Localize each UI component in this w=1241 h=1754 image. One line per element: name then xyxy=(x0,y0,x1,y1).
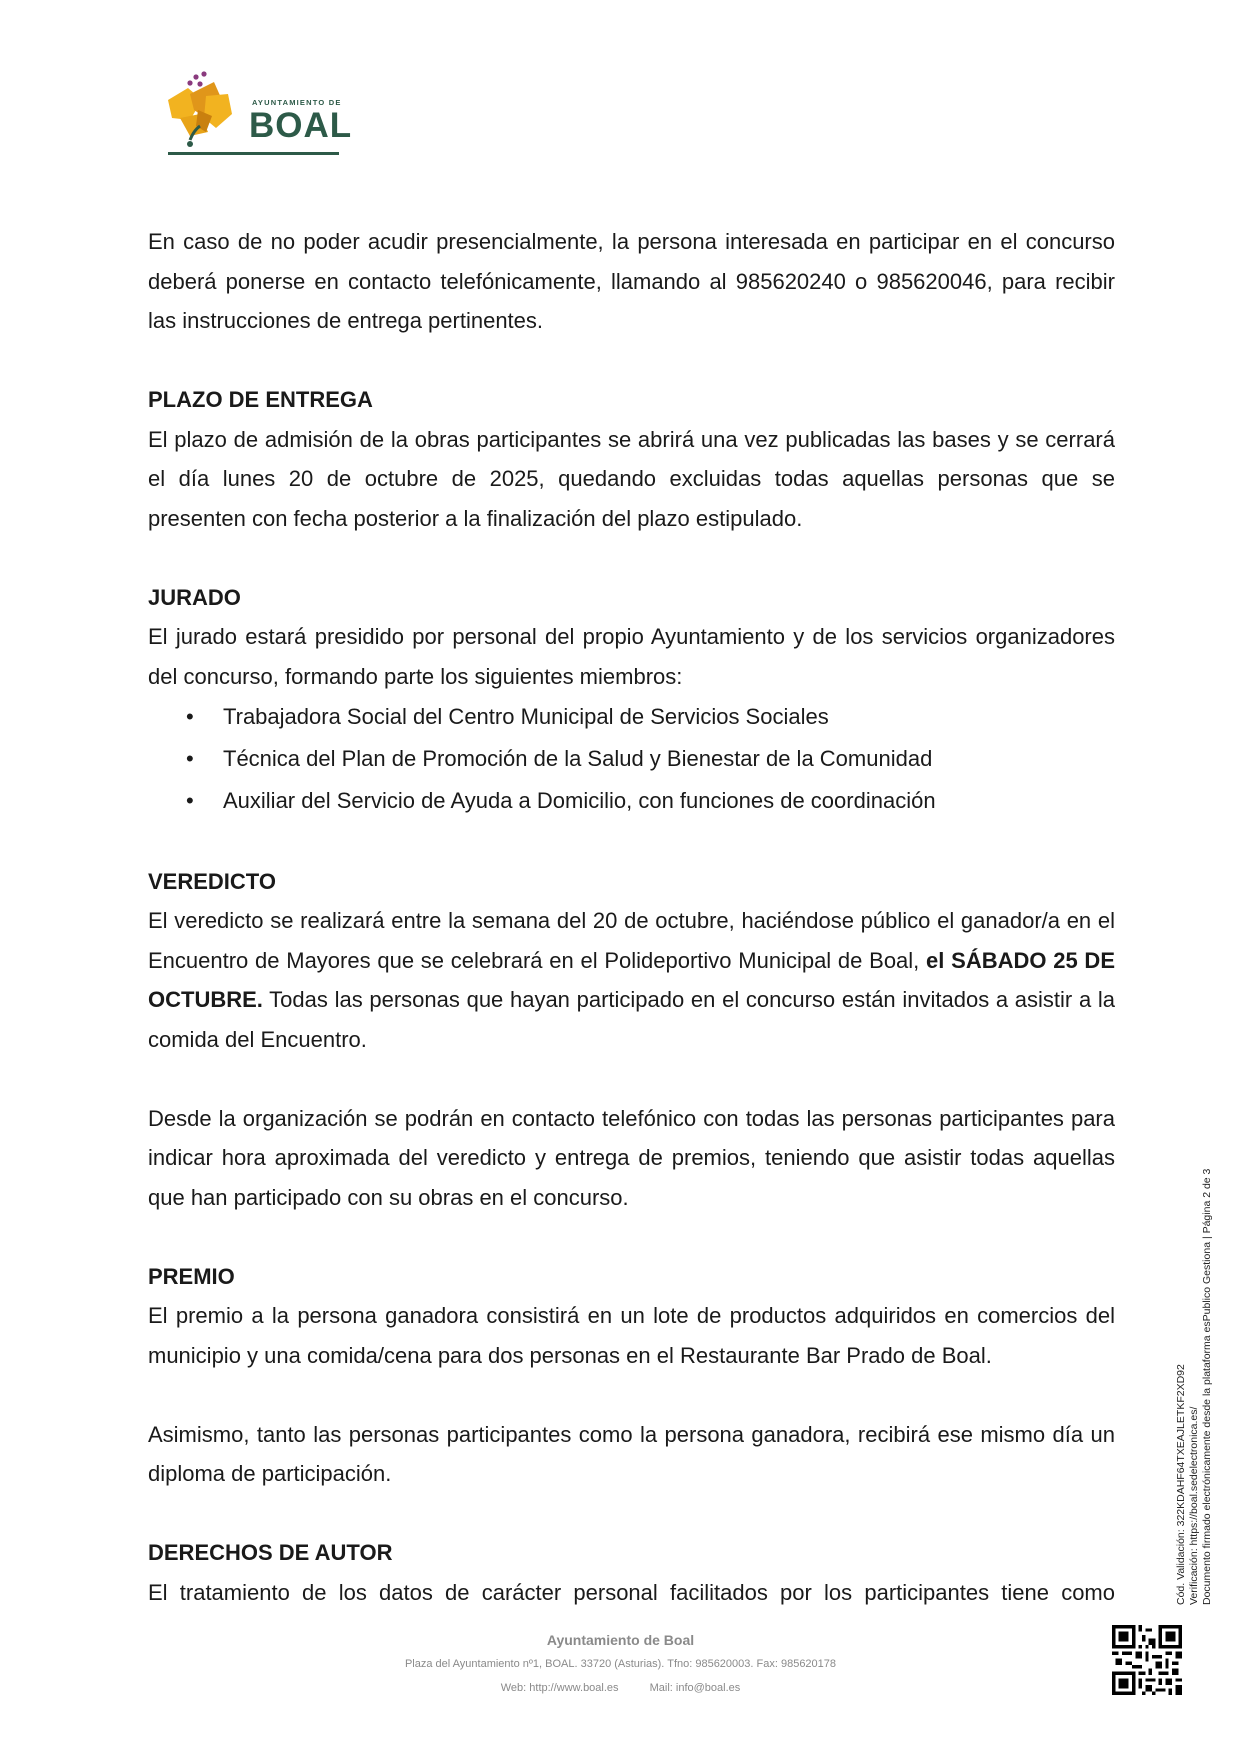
premio-paragraph: El premio a la persona ganadora consistirá en un lote de productos adquiridos en comercios del municipio y una comida/cena para dos personas en el Restaurante Bar Prado de Boal. xyxy=(148,1303,1115,1368)
list-item: • Trabajadora Social del Centro Municipal de Servicios Sociales xyxy=(148,696,1115,738)
veredicto-date: el SÁBADO 25 DE OCTUBRE. xyxy=(148,947,1115,1012)
list-item: • Técnica del Plan de Promoción de la Salud y Bienestar de la Comunidad xyxy=(148,738,1115,780)
premio-paragraph-2: Asimismo, tanto las personas participantes como la persona ganadora, recibirá ese mismo día un diploma de participación. xyxy=(148,1421,1115,1486)
derechos-paragraph: El tratamiento de los datos de carácter personal facilitados por los participantes tiene como xyxy=(148,1579,1115,1605)
veredicto-heading: VEREDICTO xyxy=(148,868,276,894)
jurado-members-list xyxy=(148,696,1115,822)
list-item: • Auxiliar del Servicio de Ayuda a Domicilio, con funciones de coordinación xyxy=(148,780,1115,822)
validation-stamp xyxy=(1175,1169,1214,1605)
footer-contact xyxy=(0,1682,1241,1694)
derechos-heading: DERECHOS DE AUTOR xyxy=(148,1540,393,1565)
signature-note: Documento firmado electrónicamente desde la plataforma esPublico Gestiona | Página 2 de 3 xyxy=(1201,1168,1213,1605)
qr-code-icon xyxy=(1112,1625,1182,1695)
logo-subtitle: AYUNTAMIENTO DE xyxy=(252,98,342,107)
footer-address: Plaza del Ayuntamiento nº1, BOAL. 33720 (Asturias). Tfno: 985620003. Fax: 985620178 xyxy=(404,1658,837,1670)
plazo-heading: PLAZO DE ENTREGA xyxy=(148,387,373,412)
footer-web: Web: http://www.boal.es xyxy=(500,1682,619,1694)
footer-title: Ayuntamiento de Boal xyxy=(546,1632,695,1648)
logo-name: BOAL xyxy=(249,106,353,145)
footer-mail: Mail: info@boal.es xyxy=(649,1682,741,1694)
premio-heading: PREMIO xyxy=(148,1263,235,1289)
veredicto-paragraph xyxy=(148,901,1115,1059)
jurado-heading: JURADO xyxy=(148,584,241,610)
logo-underline xyxy=(168,152,339,155)
veredicto-paragraph-2: Desde la organización se podrán en contacto telefónico con todas las personas participantes para indicar hora aproximada del veredicto y entrega de premios, teniendo que asistir todas aquellas que han participado con su obras en el concurso. xyxy=(148,1105,1115,1210)
jurado-paragraph: El jurado estará presidido por personal del propio Ayuntamiento y de los servicios organizadores del concurso, formando parte los siguientes miembros: xyxy=(148,624,1115,689)
plazo-paragraph: El plazo de admisión de la obras participantes se abrirá una vez publicadas las bases y se cerrará el día lunes 20 de octubre de 2025, quedando excluidas todas aquellas personas que se presenten con fecha posterior a la finalización del plazo estipulado. xyxy=(148,426,1115,531)
veredicto-text-a: El veredicto se realizará entre la semana del 20 de octubre, haciéndose público el ganador/a en el Encuentro de Mayores que se celebrará en el Polideportivo Municipal de Boal, xyxy=(148,908,1115,973)
veredicto-text-b: Todas las personas que hayan participado en el concurso están invitados a asistir a la comida del Encuentro. xyxy=(148,987,1115,1052)
intro-paragraph: En caso de no poder acudir presencialmente, la persona interesada en participar en el concurso deberá ponerse en contacto telefónicamente, llamando al 985620240 o 985620046, para recibir las instrucciones de entrega pertinentes. xyxy=(148,229,1115,333)
verification-url: Verificación: https://boal.sedelectronica.es/ xyxy=(1188,1406,1200,1605)
document-body xyxy=(148,222,1115,1612)
validation-code: Cód. Validación: 322KDAHF64TXEAJLETKF2XD92 xyxy=(1175,1364,1187,1605)
